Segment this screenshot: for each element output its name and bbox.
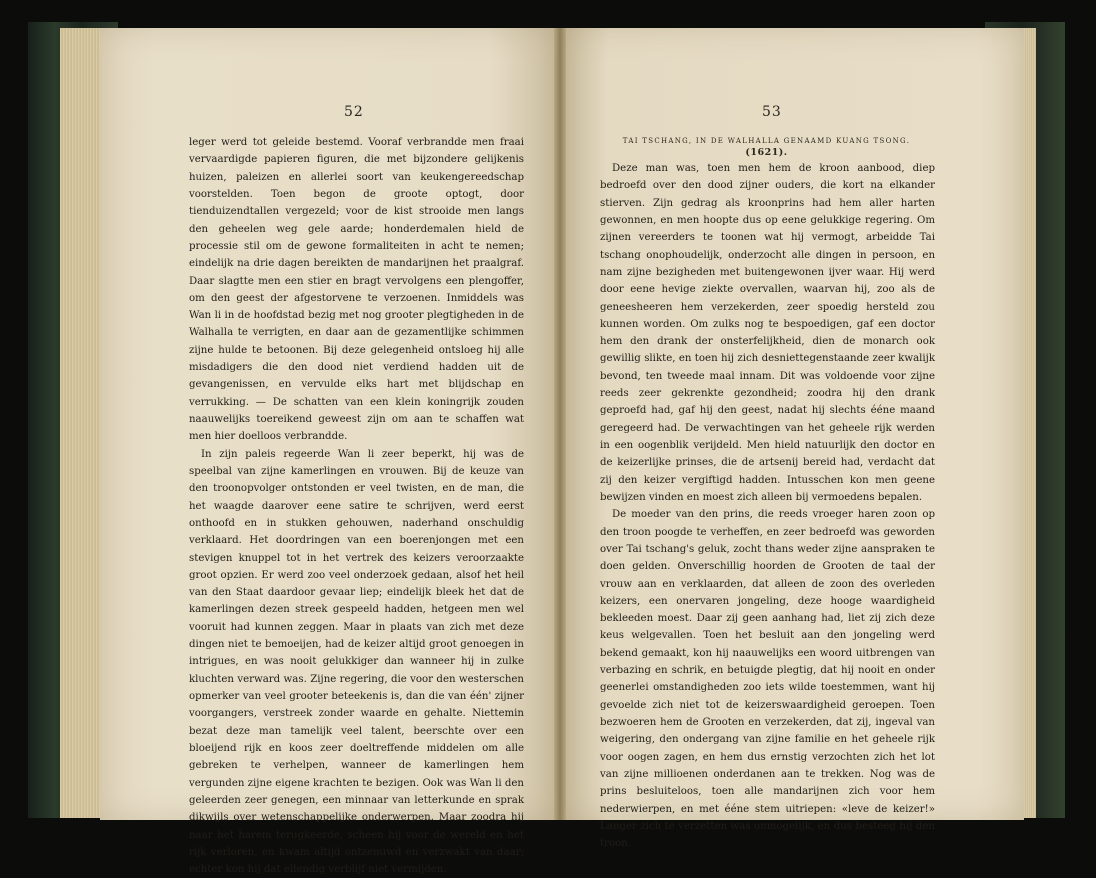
right-paragraph-1: Deze man was, toen men hem de kroon aanbood, diep bedroefd over den dood zijner ouders, die kort na elkander stierven. Zijn gedrag als kroonprins had hem aller harten gewonnen, en men hoopte dus op eene gelukkige regering. Om zijnen vereerders te toonen wat hij vermogt, arbeidde Tai tschang onophoudelijk, onderzocht alle dingen in persoon, en nam zijne bezigheden met buitengewonen ijver waar. Hij werd door eene hevige ziekte overvallen, waarvan hij, zoo als de geneesheeren hem verzekerden, zeer spoedig hersteld zou kunnen worden. Om zulks nog te bespoedigen, gaf een doctor hem den drank der onsterfelijkheid, dien de monarch ook gewillig slikte, en toen hij zich desniettegenstaande zeer kwalijk bevond, ten tweede maal innam. Dit was voldoende voor zijne reeds zeer gekrenkte gezondheid; zoodra hij den drank geproefd had, gaf hij den geest, nadat hij slechts ééne maand geregeerd had. De verwachtingen van het geheele rijk werden in een oogenblik verijdeld. Men hield natuurlijk den doctor en de keizerlijke prinses, die de artsenij bereid had, verdacht dat zij den keizer vergiftigd hadden. Intusschen kon men geene bewijzen vinden en moest zich alleen bij vermoedens bepalen. [600, 163, 935, 503]
right-paragraph-2: De moeder van den prins, die reeds vroeger haren zoon op den troon poogde te verheffen, en zeer bedroefd was geworden over Tai tschang's geluk, zocht thans weder zijne aanspraken te doen gelden. Onverschillig hoorden de Grooten de taal der vrouw aan en verklaarden, dat alleen de zoon des overleden keizers, een onervaren jongeling, deze hooge waardigheid bekleeden moest. Daar zij geen aanhang had, liet zij zich deze keus welgevallen. Toen het besluit aan den jongeling werd bekend gemaakt, kon hij naauwelijks een woord uitbrengen van verbazing en schrik, en betuigde plegtig, dat hij nooit en onder geenerlei omstandigheden zoo iets wilde toestemmen, want hij gevoelde zich niet tot de keizerswaardigheid geroepen. Toen bezwoeren hem de Grooten en verzekerden, dat zij, ingeval van weigering, den ondergang van zijne familie en het geheele rijk voor oogen zagen, en hem dus ernstig verzochten zich het lot van zijne millioenen onderdanen aan te trekken. Nog was de prins besluiteloos, toen alle mandarijnen zich voor hem nederwierpen, en met ééne stem uitriepen: «leve de keizer!» Langer zich te verzetten was onmogelijk, en dus besteeg hij den troon. [600, 509, 935, 850]
right-page-number: 53 [762, 104, 782, 120]
book-gutter [554, 28, 566, 820]
left-page-number: 52 [344, 104, 364, 120]
right-page-text [600, 160, 935, 853]
left-paragraph-2: In zijn paleis regeerde Wan li zeer beperkt, hij was de speelbal van zijne kamerlingen en vrouwen. Bij de keuze van den troonopvolger ontstonden er veel twisten, en de man, die het waagde daarover eene satire te schrijven, werd eerst onthoofd en in stukken gehouwen, naderhand onschuldig verklaard. Het doordringen van een boerenjongen met een stevigen knuppel tot in het vertrek des keizers veroorzaakte groot opzien. Er werd zoo veel onderzoek gedaan, alsof het heil van den Staat daardoor gevaar liep; eindelijk bleek het dat de kamerlingen dezen streek gespeeld hadden, hetgeen men wel vooruit had kunnen zeggen. Maar in plaats van zich met deze dingen niet te bemoeijen, had de keizer altijd groot genoegen in intrigues, en was nooit gelukkiger dan wanneer hij in zulke kluchten verward was. Zijne regering, die voor den westerschen opmerker van veel grooter beteekenis is, dan die van één' zijner voorgangers, verstreek zonder waarde en gehalte. Niettemin bezat deze man tamelijk veel talent, beerschte over een bloeijend rijk en koos zeer doeltreffende middelen om alle gebreken te verhelpen, wanneer de kamerlingen hem vergunden zijne eigene krachten te bezigen. Ook was Wan li den geleerden zeer genegen, een minnaar van letterkunde en sprak dikwijls over wetenschappelijke onderwerpen. Maar zoodra hij naar het harem terugkeerde, scheen hij voor de wereld en het rijk verloren, en kwam altijd ontzenuwd en verzwakt van daar; echter kon hij dat ellendig verblijf niet vermijden. [189, 448, 524, 876]
left-paragraph-1: leger werd tot geleide bestemd. Vooraf verbrandde men fraai vervaardigde papieren figuren, die met bijzondere gelijkenis huizen, paleizen en allerlei soort van keukengereedschap voorstelden. Toen begon de groote optogt, door tienduizendtallen vergezeld; voor de kist strooide men langs den geheelen weg gele aarde; honderdemalen hield de processie stil om de gewone formaliteiten in acht te nemen; eindelijk na drie dagen bereikten de mandarijnen het praalgraf. Daar slagtte men een stier en bragt vervolgens een plengoffer, om den geest der afgestorvene te verzoenen. Inmiddels was Wan li in de hoofdstad bezig met nog grooter plegtigheden in de Walhalla te verrigten, en daar aan de gezamentlijke schimmen zijne hulde te betoonen. Bij deze gelegenheid ontsloeg hij alle misdadigers die den dood niet verdiend hadden uit de gevangenissen, en vervulde elks hart met blijdschap en verrukking. — De schatten van een klein koningrijk zouden naauwelijks toereikend geweest zijn om aan te schaffen wat men hier doelloos verbrandde. [189, 137, 524, 443]
chapter-title: TAI TSCHANG, IN DE WALHALLA GENAAMD KUANG TSONG. [622, 137, 911, 145]
left-page-text [189, 134, 524, 878]
page-edges-left [60, 28, 104, 818]
chapter-year: (1621). [745, 147, 788, 158]
chapter-header [598, 136, 935, 158]
